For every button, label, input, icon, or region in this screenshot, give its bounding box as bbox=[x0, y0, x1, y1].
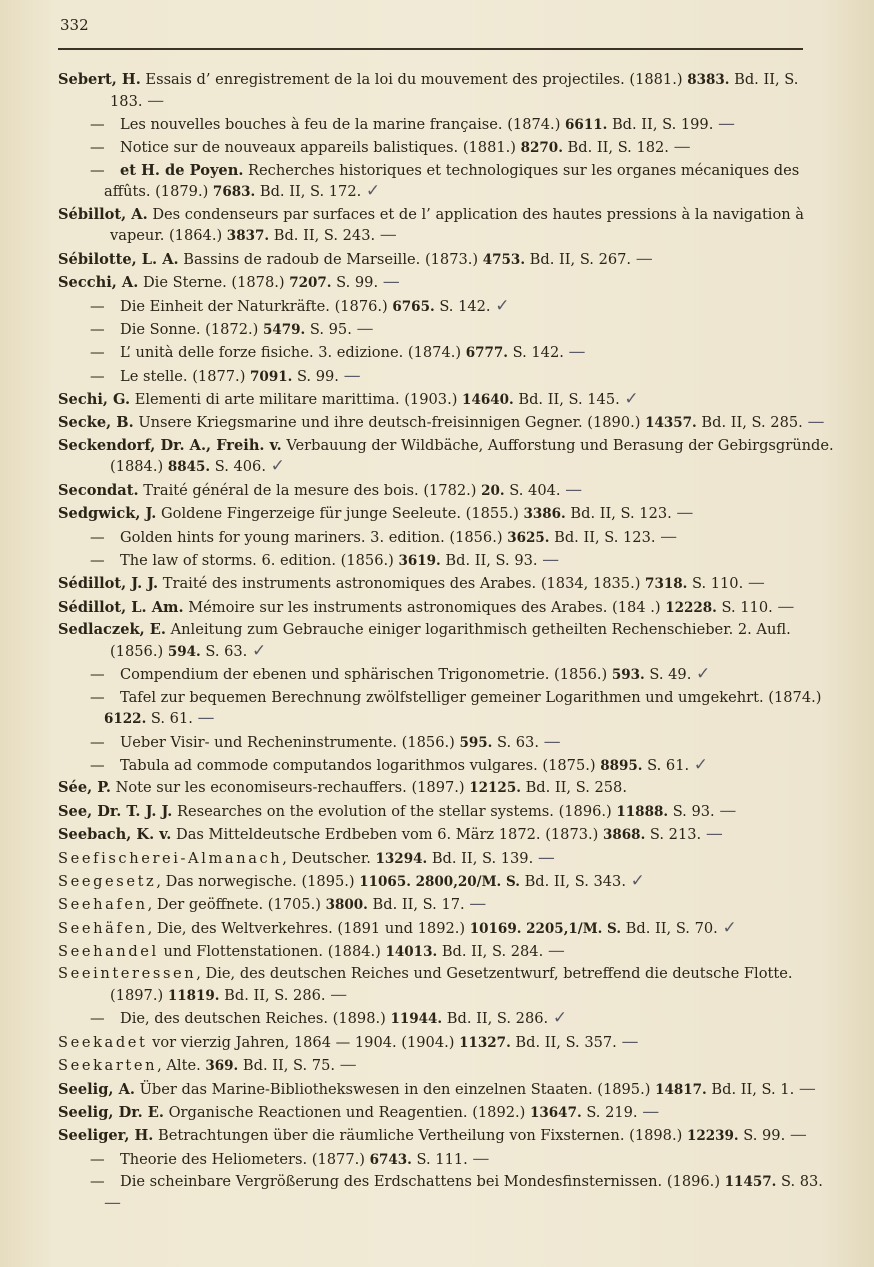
ditto-dash: — bbox=[90, 161, 105, 179]
catalog-entry bbox=[44, 1125, 834, 1147]
entry-shelf-number: 8895. bbox=[600, 757, 643, 774]
dash-mark: — bbox=[379, 225, 397, 246]
entry-shelf-number: 12228. bbox=[665, 599, 717, 616]
entry-shelf-number: 6743. bbox=[369, 1151, 412, 1168]
entry-author: Sebert, H. bbox=[58, 71, 141, 88]
entry-year: (1874.) bbox=[768, 688, 822, 706]
catalog-entry bbox=[44, 964, 834, 1006]
entry-shelf-number: 595. bbox=[459, 734, 493, 751]
entry-year: (1834, 1835.) bbox=[540, 575, 641, 593]
catalog-entry bbox=[44, 1008, 834, 1030]
dash-mark: — bbox=[568, 342, 586, 363]
entry-location: Bd. II, S. 284. bbox=[441, 943, 544, 961]
entry-shelf-number: 8383. bbox=[687, 72, 730, 88]
entry-shelf-number: 3800. bbox=[325, 897, 368, 914]
dash-mark: — bbox=[621, 1031, 639, 1052]
entry-title: Compendium der ebenen und sphärischen Trigonometrie. bbox=[120, 666, 550, 684]
entry-list bbox=[44, 70, 834, 1216]
entry-location: Bd. II, S. 285. bbox=[701, 414, 803, 432]
catalog-entry bbox=[44, 137, 834, 159]
entry-year: (1705.) bbox=[267, 896, 321, 914]
entry-year: (1896.) bbox=[558, 802, 612, 820]
check-mark-icon: ✓ bbox=[495, 295, 510, 316]
ditto-dash: — bbox=[90, 666, 105, 684]
entry-location: S. 142. bbox=[439, 297, 491, 315]
entry-location: Bd. II, S. 123. bbox=[554, 528, 656, 546]
entry-keyword: Seegesetz bbox=[58, 872, 157, 890]
header-rule bbox=[58, 48, 803, 50]
dash-mark: — bbox=[104, 1192, 121, 1213]
entry-location: S. 111. bbox=[416, 1150, 468, 1168]
dash-mark: — bbox=[382, 272, 400, 293]
entry-shelf-number: 7683. bbox=[212, 184, 256, 201]
entry-year: (1875.) bbox=[542, 756, 596, 774]
ditto-dash: — bbox=[90, 367, 105, 385]
catalog-entry bbox=[44, 436, 834, 478]
entry-location: Bd. II, S. 172. bbox=[259, 183, 362, 201]
ditto-dash: — bbox=[90, 552, 105, 570]
catalog-entry bbox=[44, 824, 834, 846]
entry-author: Seelig, Dr. E. bbox=[58, 1104, 164, 1121]
catalog-entry bbox=[44, 480, 834, 502]
entry-location: Bd. II, S. 286. bbox=[224, 987, 326, 1005]
entry-shelf-number: 7207. bbox=[289, 275, 332, 292]
entry-shelf-number: 4753. bbox=[482, 251, 526, 268]
ditto-dash: — bbox=[90, 733, 105, 751]
entry-location: Bd. II, S. 343. bbox=[524, 872, 626, 890]
entry-year: (1892.) bbox=[472, 1104, 526, 1121]
entry-location: S. 110. bbox=[691, 575, 744, 593]
entry-year: (1855.) bbox=[465, 505, 519, 523]
catalog-entry bbox=[44, 732, 834, 754]
entry-year: (1782.) bbox=[423, 481, 477, 499]
entry-location: Bd. II, S. 182. bbox=[567, 139, 669, 157]
entry-keyword: Seehandel bbox=[58, 943, 159, 961]
entry-year: (1856.) bbox=[554, 666, 608, 684]
dash-mark: — bbox=[537, 847, 555, 868]
dash-mark: — bbox=[719, 800, 737, 821]
entry-shelf-number: 12125. bbox=[469, 780, 521, 797]
entry-title: Des condenseurs par surfaces et de l’ application des hautes pressions à la navigation à vapeur. bbox=[110, 205, 804, 245]
dash-mark: — bbox=[472, 1148, 490, 1169]
entry-year: (1881.) bbox=[629, 71, 683, 88]
entry-location: S. 49. bbox=[649, 666, 692, 684]
entry-title: Goldene Fingerzeige für junge Seeleute. bbox=[161, 505, 461, 523]
entry-shelf-number: 3868. bbox=[603, 827, 646, 844]
catalog-entry bbox=[44, 296, 834, 318]
catalog-entry bbox=[44, 755, 834, 777]
entry-shelf-number: 3619. bbox=[398, 553, 441, 570]
catalog-entry bbox=[44, 503, 834, 525]
entry-year: (1856.) bbox=[449, 528, 503, 546]
catalog-entry bbox=[44, 550, 834, 572]
entry-year: (1879.) bbox=[155, 183, 209, 201]
entry-year: (1877.) bbox=[311, 1150, 365, 1168]
entry-year: (1874.) bbox=[407, 344, 462, 362]
entry-year: (184 .) bbox=[612, 598, 661, 616]
ditto-dash: — bbox=[90, 1173, 105, 1191]
entry-author: Seebach, K. v. bbox=[58, 826, 172, 844]
entry-year: (1895.) bbox=[597, 1080, 651, 1098]
dash-mark: — bbox=[197, 708, 215, 729]
entry-author: Seeliger, H. bbox=[58, 1127, 154, 1145]
dash-mark: — bbox=[565, 479, 583, 500]
dash-mark: — bbox=[542, 550, 560, 571]
catalog-entry bbox=[44, 249, 834, 271]
entry-year: (1877.) bbox=[192, 367, 246, 385]
entry-shelf-number: 3386. bbox=[523, 506, 566, 523]
entry-shelf-number: 593. bbox=[611, 667, 645, 684]
entry-title: vor vierzig Jahren, 1864 — 1904. bbox=[152, 1033, 397, 1051]
catalog-entry bbox=[44, 1055, 834, 1077]
entry-shelf-number: 594. bbox=[167, 643, 201, 660]
check-mark-icon: ✓ bbox=[624, 389, 639, 410]
entry-title: Die Sterne. bbox=[142, 274, 227, 292]
entry-location: Bd. II, S. 258. bbox=[525, 779, 627, 797]
entry-location: S. 61. bbox=[647, 756, 690, 774]
entry-year: (1873.) bbox=[424, 250, 479, 268]
catalog-entry bbox=[44, 894, 834, 916]
dash-mark: — bbox=[777, 596, 795, 617]
entry-author: Sébilotte, L. A. bbox=[58, 250, 179, 268]
entry-author: Secke, B. bbox=[58, 414, 134, 432]
entry-year: (1856.) bbox=[340, 552, 394, 570]
entry-year: (1881.) bbox=[462, 139, 516, 157]
catalog-entry bbox=[44, 941, 834, 963]
entry-title: Das Mitteldeutsche Erdbeben vom 6. März 1872. bbox=[176, 826, 541, 844]
entry-author: Seckendorf, Dr. A., Freih. v. bbox=[58, 436, 282, 454]
entry-keyword: Seehäfen bbox=[58, 919, 148, 937]
catalog-entry bbox=[44, 801, 834, 823]
entry-location: Bd. II, S. 75. bbox=[242, 1057, 336, 1075]
entry-location: Bd. II, S. 1. bbox=[711, 1080, 795, 1098]
entry-shelf-number: 6765. bbox=[392, 298, 435, 315]
entry-shelf-number: 6122. bbox=[104, 711, 147, 728]
entry-shelf-number: 10169. 2205,1/M. S. bbox=[469, 920, 622, 937]
catalog-entry bbox=[44, 1079, 834, 1101]
ditto-dash: — bbox=[90, 139, 105, 157]
entry-location: S. 63. bbox=[497, 733, 539, 751]
check-mark-icon: ✓ bbox=[722, 917, 737, 938]
entry-title: Elementi di arte militare marittima. bbox=[134, 391, 400, 409]
entry-year: (1898.) bbox=[332, 1010, 386, 1028]
entry-year: (1884.) bbox=[327, 943, 381, 961]
entry-year: (1884.) bbox=[110, 458, 164, 476]
dash-mark: — bbox=[747, 573, 765, 594]
entry-year: (1872.) bbox=[205, 320, 259, 338]
check-mark-icon: ✓ bbox=[693, 754, 709, 775]
entry-location: Bd. II, S. 267. bbox=[529, 250, 632, 268]
entry-author: Sedlaczek, E. bbox=[58, 621, 166, 639]
catalog-entry bbox=[44, 205, 834, 247]
entry-location: S. 99. bbox=[296, 367, 339, 385]
entry-title: , Deutscher. bbox=[282, 849, 371, 867]
entry-location: S. 110. bbox=[721, 598, 773, 616]
entry-shelf-number: 6777. bbox=[465, 345, 508, 362]
entry-location: S. 99. bbox=[336, 274, 379, 292]
entry-title: Anleitung zum Gebrauche einiger logarithmisch getheilten Rechenschieber. 2. Aufl. bbox=[170, 621, 791, 639]
check-mark-icon: ✓ bbox=[251, 640, 267, 661]
check-mark-icon: ✓ bbox=[695, 664, 711, 685]
entry-shelf-number: 11327. bbox=[459, 1034, 511, 1051]
entry-author: Secondat. bbox=[58, 481, 139, 499]
entry-shelf-number: 8845. bbox=[167, 459, 211, 476]
ditto-dash: — bbox=[90, 1010, 105, 1028]
dash-mark: — bbox=[807, 412, 825, 433]
entry-location: Bd. II, S. 123. bbox=[570, 505, 672, 523]
entry-shelf-number: 12239. bbox=[686, 1128, 739, 1145]
entry-title: Ueber Visir- und Recheninstrumente. bbox=[120, 733, 398, 751]
entry-year: (1895.) bbox=[301, 872, 355, 890]
catalog-entry bbox=[44, 161, 834, 203]
dash-mark: — bbox=[547, 941, 565, 962]
entry-title: Essais d’ enregistrement de la loi du mouvement des projectiles. bbox=[145, 71, 625, 88]
entry-title: Notice sur de nouveaux appareils balistiques. bbox=[120, 139, 459, 157]
entry-year: (1856.) bbox=[110, 642, 164, 660]
catalog-entry bbox=[44, 620, 834, 662]
entry-title: Die Einheit der Naturkräfte. bbox=[120, 297, 330, 315]
entry-title: Tafel zur bequemen Berechnung zwölfstelliger gemeiner Logarithmen und umgekehrt. bbox=[120, 688, 764, 706]
ditto-dash: — bbox=[90, 320, 105, 338]
entry-year: (1896.) bbox=[666, 1173, 721, 1191]
dash-mark: — bbox=[343, 365, 361, 386]
catalog-entry bbox=[44, 1172, 834, 1214]
entry-shelf-number: 5479. bbox=[262, 321, 306, 338]
entry-shelf-number: 11819. bbox=[167, 988, 220, 1005]
entry-keyword: Seekadet bbox=[58, 1033, 148, 1051]
entry-shelf-number: 8270. bbox=[520, 140, 563, 157]
page-number: 332 bbox=[60, 16, 89, 34]
dash-mark: — bbox=[798, 1078, 816, 1099]
entry-title: Die, des deutschen Reiches. bbox=[120, 1010, 328, 1028]
dash-mark: — bbox=[356, 318, 374, 339]
entry-keyword: Seehafen bbox=[58, 896, 148, 914]
catalog-entry bbox=[44, 114, 834, 136]
entry-shelf-number: 14357. bbox=[645, 415, 697, 432]
ditto-dash: — bbox=[90, 344, 105, 362]
entry-year: (1897.) bbox=[411, 779, 465, 797]
entry-author: Seelig, A. bbox=[58, 1080, 135, 1098]
catalog-entry bbox=[44, 389, 834, 411]
entry-title: Les nouvelles bouches à feu de la marine française. bbox=[120, 115, 503, 133]
dash-mark: — bbox=[147, 90, 165, 111]
entry-title: Mémoire sur les instruments astronomiques des Arabes. bbox=[188, 598, 608, 616]
entry-location: S. 142. bbox=[512, 344, 564, 362]
catalog-entry bbox=[44, 272, 834, 294]
catalog-entry bbox=[44, 1149, 834, 1171]
entry-location: Bd. II, S. 286. bbox=[446, 1010, 549, 1028]
entry-title: Recherches historiques et technologiques sur les organes mécaniques des affûts. bbox=[104, 161, 800, 201]
entry-title: Betrachtungen über die räumliche Vertheilung von Fixsternen. bbox=[157, 1127, 625, 1145]
entry-location: S. 213. bbox=[649, 826, 702, 844]
ditto-dash: — bbox=[90, 297, 105, 315]
dash-mark: — bbox=[705, 824, 723, 845]
catalog-entry bbox=[44, 918, 834, 940]
entry-author: Sée, P. bbox=[58, 779, 111, 797]
entry-title: Theorie des Heliometers. bbox=[120, 1150, 308, 1168]
entry-author: Sédillot, J. J. bbox=[58, 575, 159, 593]
entry-shelf-number: 14640. bbox=[462, 392, 514, 409]
entry-shelf-number: 14013. bbox=[385, 944, 438, 961]
entry-keyword: Seefischerei-Almanach bbox=[58, 849, 283, 867]
entry-author: Sébillot, A. bbox=[58, 205, 148, 223]
entry-shelf-number: 11457. bbox=[724, 1174, 777, 1191]
entry-title: L’ unità delle forze fisiche. 3. edizione. bbox=[120, 344, 404, 362]
dash-mark: — bbox=[673, 137, 691, 158]
entry-shelf-number: 11065. 2800,20/M. S. bbox=[359, 873, 520, 890]
entry-title: Über das Marine-Bibliothekswesen in den einzelnen Staaten. bbox=[139, 1080, 593, 1098]
entry-author: Sedgwick, J. bbox=[58, 505, 157, 523]
entry-title: Tabula ad commode computandos logarithmos vulgares. bbox=[120, 756, 538, 774]
entry-location: S. 406. bbox=[214, 458, 266, 476]
entry-author: Sechi, G. bbox=[58, 391, 131, 409]
entry-year: (1903.) bbox=[404, 391, 458, 409]
entry-year: (1891 und 1892.) bbox=[337, 919, 466, 937]
check-mark-icon: ✓ bbox=[365, 181, 381, 202]
dash-mark: — bbox=[718, 113, 735, 134]
dash-mark: — bbox=[642, 1102, 660, 1122]
catalog-entry bbox=[44, 778, 834, 799]
entry-location: S. 83. bbox=[780, 1173, 823, 1191]
catalog-entry bbox=[44, 366, 834, 388]
catalog-entry bbox=[44, 664, 834, 686]
entry-year: (1897.) bbox=[110, 987, 164, 1005]
dash-mark: — bbox=[543, 731, 561, 752]
entry-year: (1878.) bbox=[231, 274, 285, 292]
entry-title: Verbauung der Wildbäche, Aufforstung und Berasung der Gebirgsgründe. bbox=[286, 436, 834, 454]
entry-location: Bd. II, S. 243. bbox=[273, 227, 376, 245]
catalog-entry bbox=[44, 573, 834, 595]
entry-location: S. 95. bbox=[309, 320, 352, 338]
entry-title: Traité des instruments astronomiques des Arabes. bbox=[162, 575, 537, 593]
entry-shelf-number: 7318. bbox=[645, 576, 688, 593]
entry-shelf-number: 3837. bbox=[226, 228, 270, 245]
entry-location: Bd. II, S. 183. bbox=[110, 71, 799, 110]
entry-location: S. 219. bbox=[586, 1104, 638, 1121]
entry-title: Bassins de radoub de Marseille. bbox=[183, 250, 421, 268]
entry-year: (1890.) bbox=[587, 414, 641, 432]
entry-author: Sédillot, L. Am. bbox=[58, 598, 184, 616]
entry-title: , Die, des deutschen Reiches und Gesetzentwurf, betreffend die deutsche Flotte. bbox=[196, 965, 793, 983]
entry-shelf-number: 369. bbox=[205, 1058, 239, 1075]
entry-location: Bd. II, S. 145. bbox=[518, 391, 620, 409]
entry-shelf-number: 6611. bbox=[565, 116, 608, 133]
entry-location: Bd. II, S. 199. bbox=[611, 115, 714, 133]
entry-year: (1856.) bbox=[401, 733, 455, 751]
entry-shelf-number: 13647. bbox=[530, 1105, 582, 1121]
entry-title: und Flottenstationen. bbox=[163, 943, 324, 961]
entry-location: S. 93. bbox=[672, 802, 715, 820]
ditto-dash: — bbox=[90, 115, 105, 133]
entry-location: S. 61. bbox=[150, 710, 193, 728]
entry-title: Le stelle. bbox=[120, 367, 188, 385]
catalog-entry bbox=[44, 527, 834, 549]
dash-mark: — bbox=[469, 894, 487, 915]
entry-year: (1876.) bbox=[334, 297, 388, 315]
entry-year: (1898.) bbox=[629, 1127, 683, 1145]
entry-year: (1864.) bbox=[168, 227, 223, 245]
entry-title: Die Sonne. bbox=[120, 320, 201, 338]
entry-title: Die scheinbare Vergrößerung des Erdschattens bei Mondesfinsternissen. bbox=[120, 1173, 663, 1191]
entry-location: S. 404. bbox=[509, 481, 561, 499]
entry-location: S. 63. bbox=[205, 642, 248, 660]
entry-author: See, Dr. T. J. J. bbox=[58, 802, 173, 820]
catalog-entry bbox=[44, 1032, 834, 1054]
ditto-dash: — bbox=[90, 1150, 105, 1168]
check-mark-icon: ✓ bbox=[630, 870, 645, 891]
entry-shelf-number: 3625. bbox=[507, 529, 550, 546]
entry-shelf-number: 11888. bbox=[616, 803, 669, 820]
entry-year: (1904.) bbox=[401, 1033, 455, 1051]
entry-title: , Das norwegische. bbox=[156, 872, 297, 890]
dash-mark: — bbox=[676, 503, 694, 524]
entry-location: Bd. II, S. 357. bbox=[515, 1033, 617, 1051]
entry-keyword: Seeinteressen bbox=[58, 965, 197, 983]
check-mark-icon: ✓ bbox=[552, 1008, 568, 1029]
entry-title: Organische Reactionen und Reagentien. bbox=[168, 1104, 468, 1121]
ditto-dash: — bbox=[90, 688, 105, 706]
entry-shelf-number: 13294. bbox=[375, 850, 428, 867]
catalog-entry bbox=[44, 848, 834, 870]
entry-shelf-number: 7091. bbox=[250, 368, 293, 385]
entry-location: Bd. II, S. 139. bbox=[431, 849, 534, 867]
ditto-dash: — bbox=[90, 528, 105, 546]
entry-title: Golden hints for young mariners. 3. edition. bbox=[120, 528, 445, 546]
catalog-entry bbox=[44, 871, 834, 893]
entry-location: S. 99. bbox=[743, 1127, 786, 1145]
entry-title: Traité général de la mesure des bois. bbox=[143, 481, 419, 499]
entry-location: Bd. II, S. 93. bbox=[445, 552, 538, 570]
catalog-entry bbox=[44, 1102, 834, 1124]
catalog-entry bbox=[44, 597, 834, 619]
entry-shelf-number: 11944. bbox=[390, 1011, 443, 1028]
entry-location: Bd. II, S. 70. bbox=[625, 919, 718, 937]
catalog-entry bbox=[44, 342, 834, 364]
ditto-dash: — bbox=[90, 756, 105, 774]
entry-author: Secchi, A. bbox=[58, 274, 139, 292]
entry-title: , Der geöffnete. bbox=[147, 896, 264, 914]
entry-title: Unsere Kriegsmarine und ihre deutsch-freisinnigen Gegner. bbox=[138, 414, 583, 432]
entry-title: , Alte. bbox=[157, 1057, 201, 1075]
entry-title: Note sur les economiseurs-rechauffers. bbox=[115, 779, 407, 797]
catalog-entry bbox=[44, 319, 834, 341]
entry-author: et H. de Poyen. bbox=[120, 161, 244, 179]
entry-year: (1874.) bbox=[507, 115, 561, 133]
dash-mark: — bbox=[635, 248, 653, 269]
dash-mark: — bbox=[339, 1055, 357, 1076]
dash-mark: — bbox=[660, 526, 678, 547]
entry-year: (1873.) bbox=[545, 826, 599, 844]
check-mark-icon: ✓ bbox=[270, 456, 285, 477]
entry-title: The law of storms. 6. edition. bbox=[120, 552, 337, 570]
entry-title: , Die, des Weltverkehres. bbox=[147, 919, 333, 937]
entry-shelf-number: 20. bbox=[481, 482, 505, 499]
entry-keyword: Seekarten bbox=[58, 1057, 158, 1075]
entry-shelf-number: 14817. bbox=[655, 1081, 707, 1098]
entry-location: Bd. II, S. 17. bbox=[372, 896, 465, 914]
catalog-entry bbox=[44, 688, 834, 730]
catalog-entry bbox=[44, 70, 834, 112]
dash-mark: — bbox=[789, 1125, 807, 1146]
catalog-entry bbox=[44, 412, 834, 434]
dash-mark: — bbox=[330, 985, 348, 1006]
entry-title: Researches on the evolution of the stellar systems. bbox=[177, 802, 554, 820]
